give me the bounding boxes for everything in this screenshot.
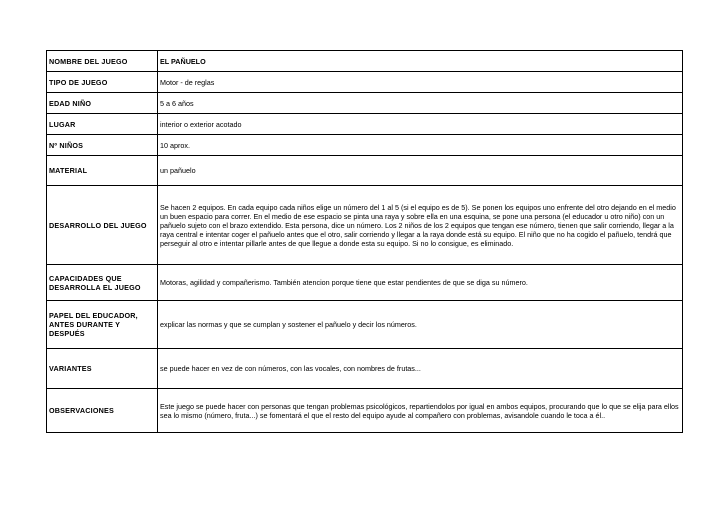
row-value-edad: 5 a 6 años <box>158 93 683 114</box>
game-sheet-table <box>46 50 683 433</box>
row-label-observaciones: OBSERVACIONES <box>47 389 158 433</box>
table-row <box>47 72 683 93</box>
table-row <box>47 156 683 186</box>
row-label-tipo: TIPO DE JUEGO <box>47 72 158 93</box>
table-row <box>47 51 683 72</box>
row-label-nombre: NOMBRE DEL JUEGO <box>47 51 158 72</box>
table-row <box>47 93 683 114</box>
table-row <box>47 349 683 389</box>
row-value-ninos: 10 aprox. <box>158 135 683 156</box>
row-label-lugar: LUGAR <box>47 114 158 135</box>
row-value-material: un pañuelo <box>158 156 683 186</box>
table-row <box>47 389 683 433</box>
row-label-material: MATERIAL <box>47 156 158 186</box>
table-row <box>47 186 683 265</box>
row-value-desarrollo: Se hacen 2 equipos. En cada equipo cada niños elige un número del 1 al 5 (si el equipo es de 5). Se ponen los equipos uno enfrente del otro dejando en el medio un buen espacio para correr. En el medio de ese espacio se pinta una raya y sobre ella en una esquina, se pone una persona (el educador u otro niño) con un pañuelo sujeto con el brazo extendido. Esta persona, dice un número. Los 2 niños de los 2 equipos que tengan ese número, tienen que salir corriendo, llegar a la raya central e intentar coger el pañuelo antes que el otro, salir corriendo y llegar a la raya donde está su equipo. El niño que no ha cogido el pañuelo, tendrá que perseguir al otro e intentar pillarle antes de que llegue a donde esta su equipo. Si no lo consigue, es eliminado. <box>158 186 683 265</box>
row-label-edad: EDAD NIÑO <box>47 93 158 114</box>
row-label-desarrollo: DESARROLLO DEL JUEGO <box>47 186 158 265</box>
table-row <box>47 114 683 135</box>
row-value-variantes: se puede hacer en vez de con números, con las vocales, con nombres de frutas... <box>158 349 683 389</box>
row-value-nombre: EL PAÑUELO <box>158 51 683 72</box>
row-label-variantes: VARIANTES <box>47 349 158 389</box>
row-value-lugar: interior o exterior acotado <box>158 114 683 135</box>
row-value-capacidades: Motoras, agilidad y compañerismo. También atencion porque tiene que estar pendientes de que se diga su número. <box>158 265 683 301</box>
table-row <box>47 301 683 349</box>
table-row <box>47 135 683 156</box>
row-label-ninos: Nº NIÑOS <box>47 135 158 156</box>
table-row <box>47 265 683 301</box>
row-value-papel: explicar las normas y que se cumplan y sostener el pañuelo y decir los números. <box>158 301 683 349</box>
row-label-capacidades: CAPACIDADES QUE DESARROLLA EL JUEGO <box>47 265 158 301</box>
row-value-tipo: Motor - de reglas <box>158 72 683 93</box>
row-value-observaciones: Este juego se puede hacer con personas que tengan problemas psicológicos, repartiendolos por igual en ambos equipos, procurando que lo que se elija para ellos sea lo mismo (número, fruta...) se fomentará el que el resto del equipo ayude al compañero con problemas, avisandole cuando le toca a él.. <box>158 389 683 433</box>
row-label-papel: PAPEL DEL EDUCADOR, ANTES DURANTE Y DESPUÉS <box>47 301 158 349</box>
